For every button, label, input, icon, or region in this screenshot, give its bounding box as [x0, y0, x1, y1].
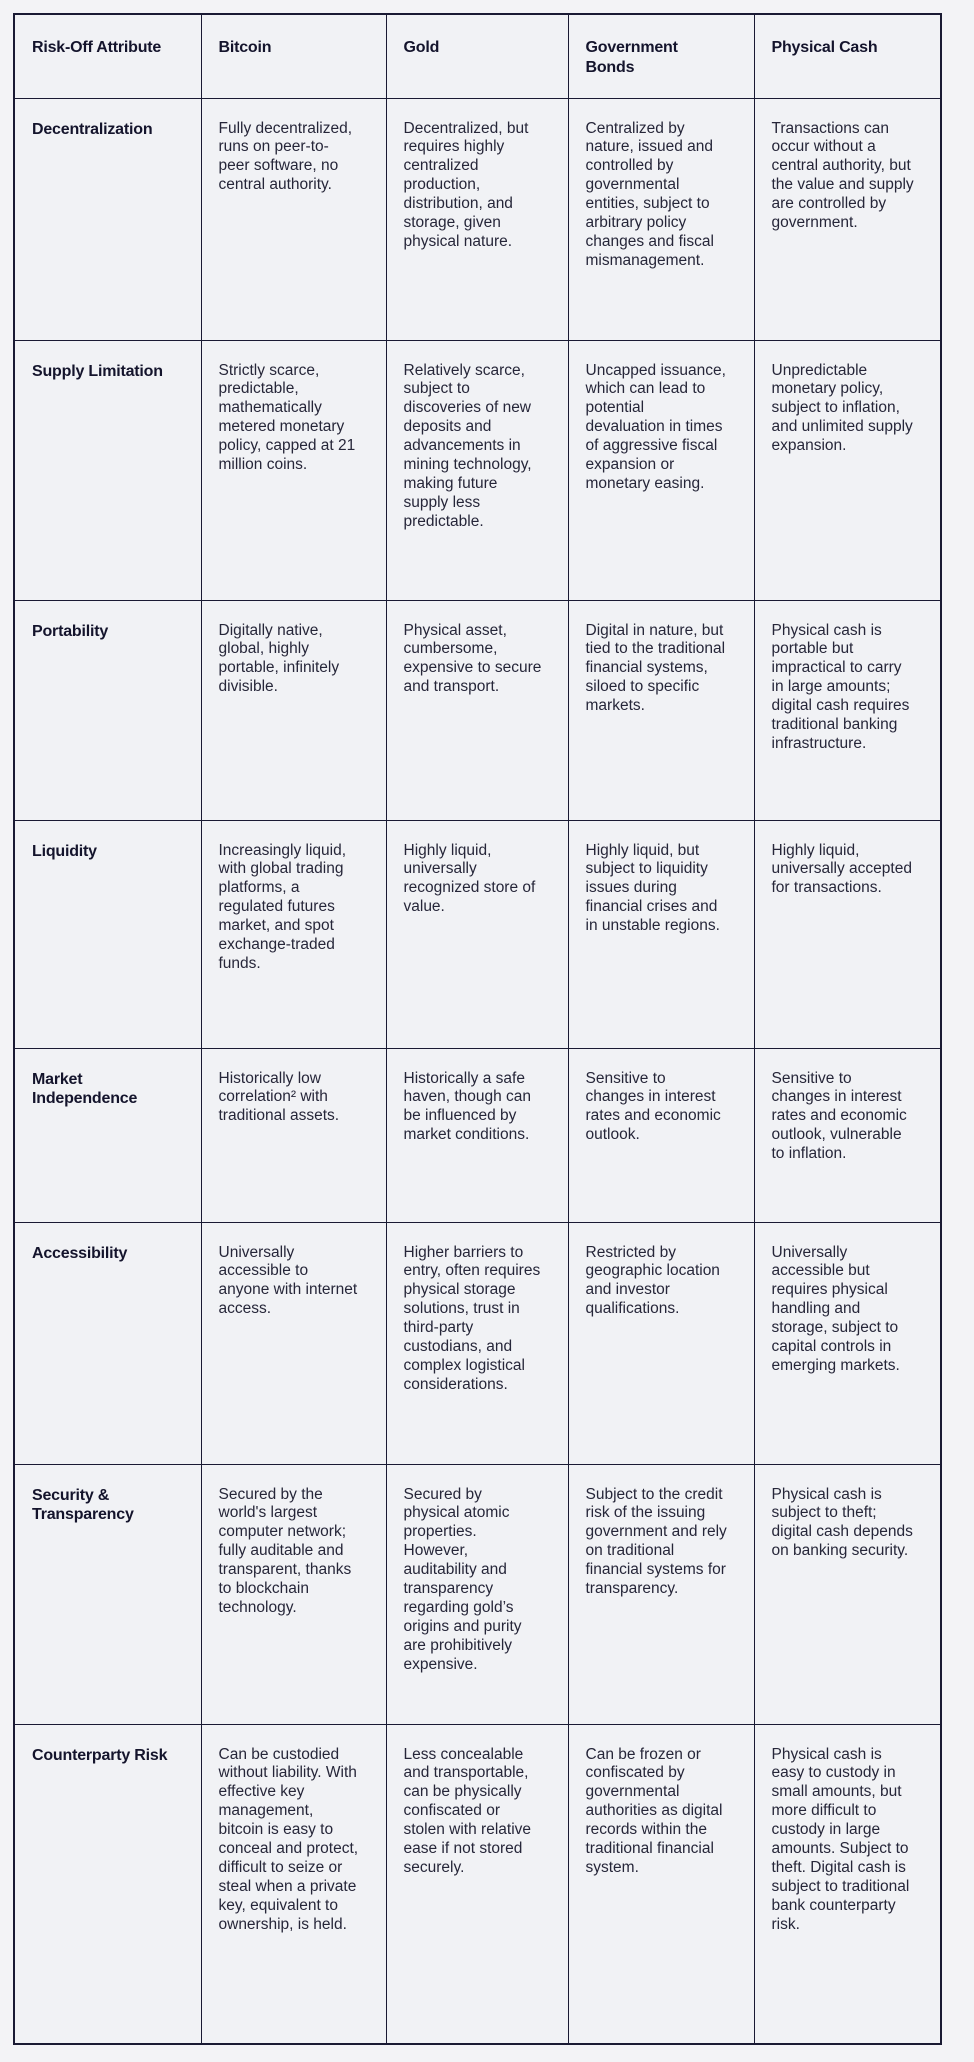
attribute-label: Security & Transparency [14, 1464, 201, 1724]
table-row-supply-limitation [14, 340, 941, 600]
header-row [14, 14, 941, 98]
cell-government-bonds: Sensitive to changes in interest rates and economic outlook. [568, 1048, 754, 1222]
attribute-label: Decentralization [14, 98, 201, 340]
cell-physical-cash: Physical cash is easy to custody in small amounts, but more difficult to custody in large amounts. Subject to theft. Digital cash is subject to traditional bank counterparty risk. [754, 1724, 941, 2044]
table-row-security-transparency [14, 1464, 941, 1724]
table-row-counterparty-risk [14, 1724, 941, 2044]
attribute-label: Liquidity [14, 820, 201, 1048]
cell-bitcoin: Universally accessible to anyone with internet access. [201, 1222, 386, 1464]
cell-physical-cash: Highly liquid, universally accepted for transactions. [754, 820, 941, 1048]
cell-gold: Higher barriers to entry, often requires physical storage solutions, trust in third-party custodians, and complex logistical considerations. [386, 1222, 568, 1464]
attribute-label: Market Independence [14, 1048, 201, 1222]
cell-bitcoin: Increasingly liquid, with global trading platforms, a regulated futures market, and spot exchange-traded funds. [201, 820, 386, 1048]
risk-off-comparison-table [13, 13, 942, 2045]
table-row-decentralization [14, 98, 941, 340]
cell-government-bonds: Subject to the credit risk of the issuing government and rely on traditional financial systems for transparency. [568, 1464, 754, 1724]
cell-government-bonds: Digital in nature, but tied to the traditional financial systems, siloed to specific markets. [568, 600, 754, 820]
cell-bitcoin: Strictly scarce, predictable, mathematically metered monetary policy, capped at 21 million coins. [201, 340, 386, 600]
attribute-label: Portability [14, 600, 201, 820]
cell-government-bonds: Centralized by nature, issued and controlled by governmental entities, subject to arbitrary policy changes and fiscal mismanagement. [568, 98, 754, 340]
cell-bitcoin: Fully decentralized, runs on peer-to-peer software, no central authority. [201, 98, 386, 340]
column-header-bitcoin: Bitcoin [201, 14, 386, 98]
column-header-gold: Gold [386, 14, 568, 98]
cell-physical-cash: Physical cash is subject to theft; digital cash depends on banking security. [754, 1464, 941, 1724]
cell-government-bonds: Restricted by geographic location and investor qualifications. [568, 1222, 754, 1464]
cell-physical-cash: Universally accessible but requires physical handling and storage, subject to capital controls in emerging markets. [754, 1222, 941, 1464]
cell-physical-cash: Sensitive to changes in interest rates and economic outlook, vulnerable to inflation. [754, 1048, 941, 1222]
cell-government-bonds: Uncapped issuance, which can lead to potential devaluation in times of aggressive fiscal expansion or monetary easing. [568, 340, 754, 600]
column-header-physical-cash: Physical Cash [754, 14, 941, 98]
cell-gold: Decentralized, but requires highly centralized production, distribution, and storage, given physical nature. [386, 98, 568, 340]
attribute-label: Counterparty Risk [14, 1724, 201, 2044]
column-header-risk-off-attribute: Risk-Off Attribute [14, 14, 201, 98]
cell-gold: Physical asset, cumbersome, expensive to secure and transport. [386, 600, 568, 820]
table-row-market-independence [14, 1048, 941, 1222]
cell-gold: Relatively scarce, subject to discoveries of new deposits and advancements in mining technology, making future supply less predictable. [386, 340, 568, 600]
attribute-label: Supply Limitation [14, 340, 201, 600]
table-row-portability [14, 600, 941, 820]
cell-gold: Highly liquid, universally recognized store of value. [386, 820, 568, 1048]
cell-physical-cash: Unpredictable monetary policy, subject to inflation, and unlimited supply expansion. [754, 340, 941, 600]
cell-physical-cash: Physical cash is portable but impractical to carry in large amounts; digital cash requires traditional banking infrastructure. [754, 600, 941, 820]
cell-government-bonds: Can be frozen or confiscated by governmental authorities as digital records within the traditional financial system. [568, 1724, 754, 2044]
cell-physical-cash: Transactions can occur without a central authority, but the value and supply are controlled by government. [754, 98, 941, 340]
cell-government-bonds: Highly liquid, but subject to liquidity issues during financial crises and in unstable regions. [568, 820, 754, 1048]
table-row-accessibility [14, 1222, 941, 1464]
attribute-label: Accessibility [14, 1222, 201, 1464]
cell-gold: Secured by physical atomic properties. However, auditability and transparency regarding gold’s origins and purity are prohibitively expensive. [386, 1464, 568, 1724]
cell-bitcoin: Digitally native, global, highly portable, infinitely divisible. [201, 600, 386, 820]
cell-bitcoin: Secured by the world's largest computer network; fully auditable and transparent, thanks to blockchain technology. [201, 1464, 386, 1724]
column-header-government-bonds: Government Bonds [568, 14, 754, 98]
cell-bitcoin: Historically low correlation² with traditional assets. [201, 1048, 386, 1222]
cell-gold: Historically a safe haven, though can be influenced by market conditions. [386, 1048, 568, 1222]
table-row-liquidity [14, 820, 941, 1048]
cell-gold: Less concealable and transportable, can be physically confiscated or stolen with relative ease if not stored securely. [386, 1724, 568, 2044]
cell-bitcoin: Can be custodied without liability. With effective key management, bitcoin is easy to conceal and protect, difficult to seize or steal when a private key, equivalent to ownership, is held. [201, 1724, 386, 2044]
